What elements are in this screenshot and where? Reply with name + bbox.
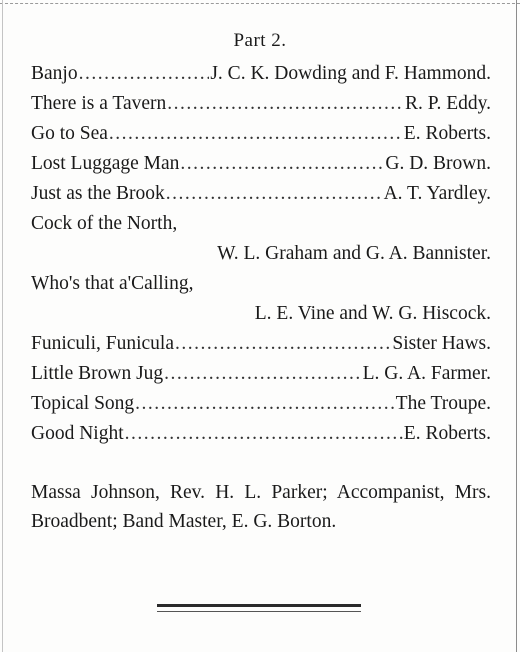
program-item: [31, 63, 491, 93]
program-item: [31, 333, 491, 363]
program-item-performer-line: [31, 303, 491, 333]
program-item-title-line: [31, 273, 491, 303]
item-performer: Sister Haws.: [392, 333, 491, 354]
page-right-edge: [516, 0, 517, 652]
item-performer: The Troupe.: [395, 393, 491, 414]
program-item-performer-line: [31, 243, 491, 273]
part-heading: Part 2.: [233, 30, 287, 51]
item-performer: G. D. Brown.: [385, 153, 491, 174]
item-performer: R. P. Eddy.: [405, 93, 491, 114]
program-item-title-line: [31, 213, 491, 243]
item-performer: E. Roberts.: [403, 423, 491, 444]
program-item: [31, 93, 491, 123]
leader-dots: [175, 333, 391, 355]
page-top-edge: [0, 3, 520, 4]
item-title: Go to Sea: [31, 123, 108, 144]
program-item: [31, 183, 491, 213]
program-item: [31, 393, 491, 423]
program-item: [31, 153, 491, 183]
item-performer: J. C. K. Dowding and F. Hammond.: [210, 63, 491, 84]
leader-dots: [164, 363, 361, 385]
closing-rule-thick: [157, 604, 361, 607]
item-title: Little Brown Jug: [31, 363, 164, 384]
leader-dots: [125, 423, 403, 445]
item-title: Topical Song: [31, 393, 135, 414]
item-title: Banjo: [31, 63, 78, 84]
item-performer: L. G. A. Farmer.: [362, 363, 491, 384]
credits-paragraph: Massa Johnson, Rev. H. L. Parker; Accompanist, Mrs. Broadbent; Band Master, E. G. Borton.: [31, 482, 491, 532]
program-item: [31, 363, 491, 393]
leader-dots: [166, 183, 383, 205]
item-title: Who's that a'Calling,: [31, 273, 194, 294]
leader-dots: [79, 63, 210, 85]
closing-rule-thin: [157, 611, 361, 612]
item-performer: W. L. Graham and G. A. Bannister.: [217, 243, 491, 264]
item-title: Funiculi, Funicula: [31, 333, 174, 354]
leader-dots: [167, 93, 404, 115]
program-item: [31, 123, 491, 153]
item-performer: A. T. Yardley.: [383, 183, 491, 204]
leader-dots: [135, 393, 394, 415]
item-title: Good Night: [31, 423, 124, 444]
item-performer: L. E. Vine and W. G. Hiscock.: [254, 303, 491, 324]
item-title: Just as the Brook: [31, 183, 165, 204]
page-left-edge: [2, 0, 3, 652]
leader-dots: [109, 123, 403, 145]
item-performer: E. Roberts.: [403, 123, 491, 144]
leader-dots: [180, 153, 384, 175]
item-title: Lost Luggage Man: [31, 153, 180, 174]
program-list: [31, 63, 491, 453]
item-title: There is a Tavern: [31, 93, 167, 114]
program-item: [31, 423, 491, 453]
item-title: Cock of the North,: [31, 213, 178, 234]
